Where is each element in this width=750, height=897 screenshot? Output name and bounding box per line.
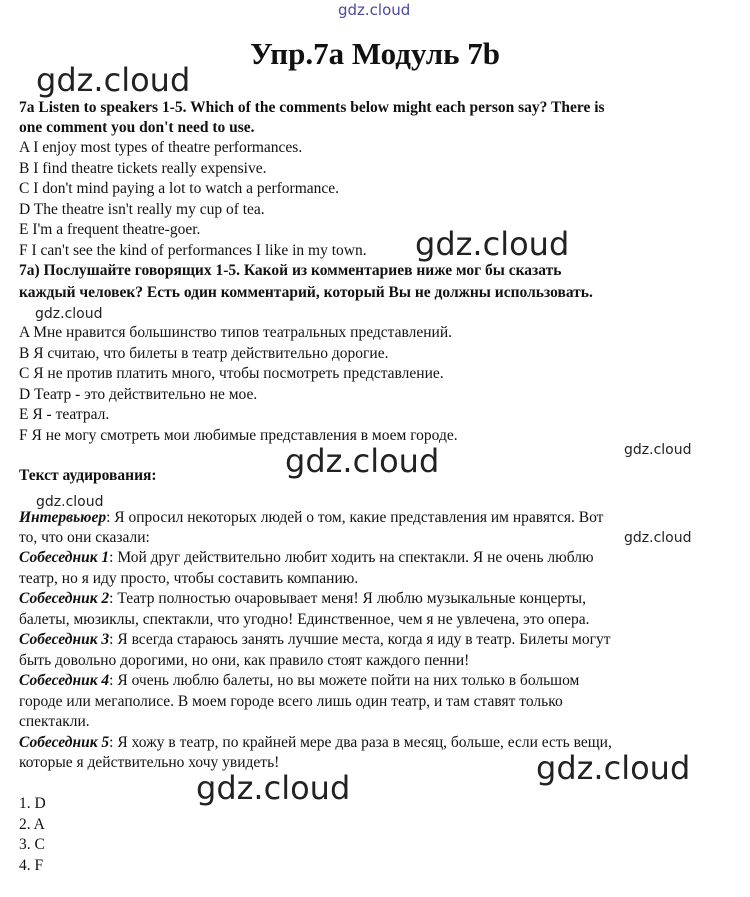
speaker-text: : Мой друг действительно любит ходить на спектакли. Я не очень люблю	[109, 549, 594, 566]
option-ru: A Мне нравится большинство типов театральных представлений.	[19, 324, 452, 341]
speaker-label: Собеседник 1	[19, 549, 110, 566]
speaker-5-line	[19, 735, 612, 751]
answer-item: 3. C	[19, 836, 45, 853]
speaker-1-line	[19, 550, 594, 566]
speaker-label: Собеседник 5	[19, 734, 110, 751]
option-en: C I don't mind paying a lot to watch a performance.	[19, 180, 340, 197]
interviewer-line: то, что они сказали:	[19, 529, 150, 546]
speaker-text: : Я всегда стараюсь занять лучшие места, когда я иду в театр. Билеты могут	[109, 631, 611, 648]
speaker-label: Собеседник 4	[19, 672, 110, 689]
speaker-label: Собеседник 3	[19, 631, 110, 648]
answer-item: 4. F	[19, 857, 44, 874]
speaker-text: : Я хожу в театр, по крайней мере два раза в месяц, больше, если есть вещи,	[109, 734, 612, 751]
option-en: B I find theatre tickets really expensive.	[19, 160, 267, 177]
watermark: gdz.cloud	[624, 442, 692, 458]
page-title: Упр.7a Модуль 7b	[250, 36, 500, 71]
option-ru: E Я - театрал.	[19, 406, 110, 423]
speaker-2-line	[19, 591, 586, 607]
watermark-top: gdz.cloud	[338, 1, 411, 19]
task-en-line: one comment you don't need to use.	[19, 119, 255, 136]
speaker-label: Интервьюер	[19, 509, 107, 526]
watermark: gdz.cloud	[285, 442, 440, 480]
watermark: gdz.cloud	[36, 494, 104, 510]
watermark: gdz.cloud	[196, 769, 351, 807]
speaker-label: Собеседник 2	[19, 590, 110, 607]
speaker-3-line	[19, 632, 611, 648]
speaker-text: : Я очень люблю балеты, но вы можете пойти на них только в большом	[109, 672, 580, 689]
speaker-2-line: балеты, мюзиклы, спектакли, что угодно! Единственное, чем я не увлечена, это опера.	[19, 611, 590, 628]
answer-item: 2. A	[19, 816, 45, 833]
speaker-4-line: городе или мегаполисе. В моем городе всего лишь один театр, и там ставят только	[19, 693, 563, 710]
option-en: A I enjoy most types of theatre performances.	[19, 139, 303, 156]
speaker-1-line: театр, но я иду просто, чтобы составить компанию.	[19, 570, 359, 587]
watermark: gdz.cloud	[536, 749, 691, 787]
option-ru: C Я не против платить много, чтобы посмотреть представление.	[19, 365, 444, 382]
speaker-text: : Театр полностью очаровывает меня! Я люблю музыкальные концерты,	[109, 590, 586, 607]
speaker-4-line	[19, 673, 579, 689]
answer-item: 1. D	[19, 795, 46, 812]
option-ru: D Театр - это действительно не мое.	[19, 386, 258, 403]
option-en: F I can't see the kind of performances I like in my town.	[19, 242, 367, 259]
option-en: D The theatre isn't really my cup of tea.	[19, 201, 265, 218]
speaker-5-line: которые я действительно хочу увидеть!	[19, 754, 280, 771]
task-en-line: 7a Listen to speakers 1-5. Which of the comments below might each person say? There is	[19, 99, 605, 116]
option-ru: F Я не могу смотреть мои любимые представления в моем городе.	[19, 427, 458, 444]
option-ru: B Я считаю, что билеты в театр действительно дорогие.	[19, 345, 389, 362]
speaker-text: : Я опросил некоторых людей о том, какие представления им нравятся. Вот	[106, 509, 604, 526]
watermark: gdz.cloud	[35, 306, 103, 322]
watermark: gdz.cloud	[36, 61, 191, 99]
watermark: gdz.cloud	[415, 225, 570, 263]
watermark: gdz.cloud	[624, 530, 692, 546]
listening-heading: Текст аудирования:	[19, 467, 157, 484]
speaker-4-line: спектакли.	[19, 713, 90, 730]
task-ru-line: каждый человек? Есть один комментарий, который Вы не должны использовать.	[19, 284, 593, 301]
speaker-3-line: быть довольно дорогими, но они, как правило стоят каждого пенни!	[19, 652, 470, 669]
option-en: E I'm a frequent theatre-goer.	[19, 221, 201, 238]
task-ru-line: 7а) Послушайте говорящих 1-5. Какой из комментариев ниже мог бы сказать	[19, 262, 562, 279]
interviewer-line	[19, 510, 603, 526]
